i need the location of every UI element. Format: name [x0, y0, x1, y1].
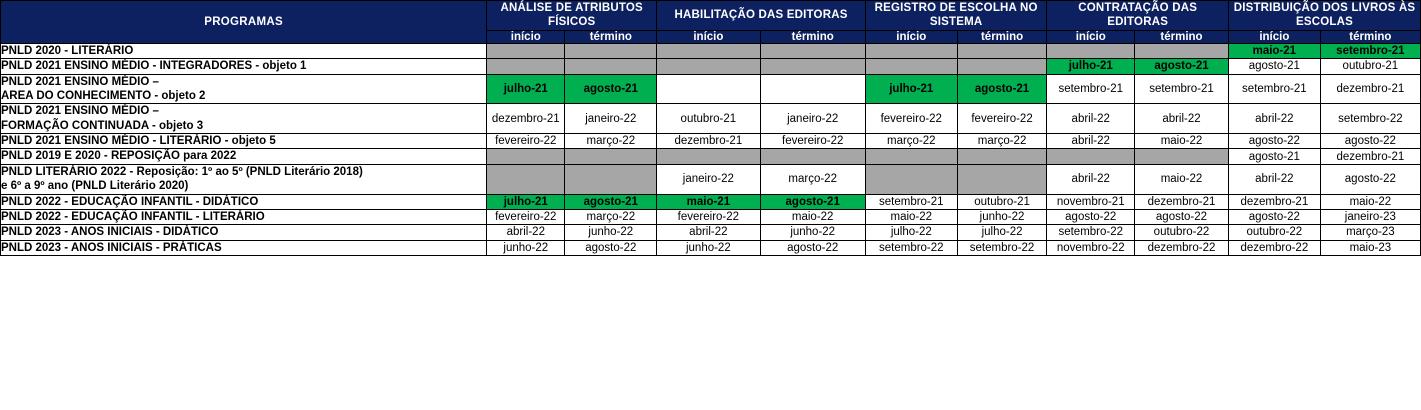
cell-date: outubro-21	[957, 194, 1047, 209]
cell-date: setembro-21	[1228, 74, 1320, 104]
cell-date	[565, 149, 657, 164]
table-row	[1, 74, 1421, 104]
cell-date: fevereiro-22	[957, 104, 1047, 134]
cell-date: agosto-21	[1228, 59, 1320, 74]
cell-date: maio-22	[760, 209, 865, 224]
cell-date	[657, 149, 760, 164]
cell-date: maio-22	[1135, 134, 1229, 149]
row-program-label: PNLD 2022 - EDUCAÇÃO INFANTIL - LITERÁRIO	[1, 209, 487, 224]
cell-date: fevereiro-22	[657, 209, 760, 224]
cell-date: outubro-22	[1135, 225, 1229, 240]
subheader-inicio-3: início	[865, 30, 957, 43]
cell-date: setembro-22	[957, 240, 1047, 255]
table-row	[1, 164, 1421, 194]
cell-date: dezembro-21	[1228, 194, 1320, 209]
cell-date: junho-22	[957, 209, 1047, 224]
cell-date: março-22	[760, 164, 865, 194]
cell-date: maio-21	[657, 194, 760, 209]
table-row	[1, 225, 1421, 240]
row-program-label: PNLD LITERÁRIO 2022 - Reposição: 1º ao 5º (PNLD Literário 2018) e 6º a 9º ano (PNLD Literário 2020)	[1, 164, 487, 194]
cell-date: agosto-22	[1320, 134, 1420, 149]
subheader-termino-3: término	[957, 30, 1047, 43]
cell-date	[487, 43, 565, 58]
cell-date: maio-22	[865, 209, 957, 224]
cell-date: outubro-22	[1228, 225, 1320, 240]
cell-date: abril-22	[1135, 104, 1229, 134]
cell-date: dezembro-21	[1320, 149, 1420, 164]
cell-date: fevereiro-22	[487, 209, 565, 224]
cell-date	[565, 43, 657, 58]
cell-date: agosto-21	[760, 194, 865, 209]
row-program-label: PNLD 2020 - LITERÁRIO	[1, 43, 487, 58]
table-row	[1, 194, 1421, 209]
cell-date: agosto-21	[1135, 59, 1229, 74]
cell-date	[487, 59, 565, 74]
cell-date: janeiro-22	[657, 164, 760, 194]
cell-date: março-23	[1320, 225, 1420, 240]
cell-date: julho-21	[487, 194, 565, 209]
table-row	[1, 134, 1421, 149]
cell-date: maio-23	[1320, 240, 1420, 255]
cell-date: agosto-21	[565, 194, 657, 209]
subheader-inicio-4: início	[1047, 30, 1135, 43]
cell-date: julho-21	[865, 74, 957, 104]
cell-date: maio-22	[1135, 164, 1229, 194]
cell-date: março-22	[565, 209, 657, 224]
row-program-label: PNLD 2021 ENSINO MÉDIO – AREA DO CONHECIMENTO - objeto 2	[1, 74, 487, 104]
subheader-termino-2: término	[760, 30, 865, 43]
row-program-label: PNLD 2021 ENSINO MÉDIO - INTEGRADORES - objeto 1	[1, 59, 487, 74]
header-group-analise-atributos-fisicos: ANÁLISE DE ATRIBUTOS FÍSICOS	[487, 1, 657, 31]
cell-date: setembro-22	[1320, 104, 1420, 134]
cell-date: setembro-21	[865, 194, 957, 209]
cell-date: agosto-22	[565, 240, 657, 255]
cell-date	[760, 149, 865, 164]
cell-date: março-22	[565, 134, 657, 149]
subheader-inicio-2: início	[657, 30, 760, 43]
header-group-contratacao-editoras: CONTRATAÇÃO DAS EDITORAS	[1047, 1, 1229, 31]
cell-date: dezembro-22	[1228, 240, 1320, 255]
header-row-groups	[1, 1, 1421, 31]
row-program-label: PNLD 2023 - ANOS INICIAIS - PRÁTICAS	[1, 240, 487, 255]
table-row	[1, 43, 1421, 58]
cell-date: abril-22	[657, 225, 760, 240]
table-row	[1, 240, 1421, 255]
row-program-label: PNLD 2023 - ANOS INICIAIS - DIDÁTICO	[1, 225, 487, 240]
cell-date: maio-22	[1320, 194, 1420, 209]
header-group-distribuicao-livros-escolas: DISTRIBUIÇÃO DOS LIVROS ÀS ESCOLAS	[1228, 1, 1420, 31]
cell-date: agosto-21	[957, 74, 1047, 104]
cell-date: março-22	[957, 134, 1047, 149]
row-program-label: PNLD 2019 E 2020 - REPOSIÇÃO para 2022	[1, 149, 487, 164]
cell-date	[957, 164, 1047, 194]
cell-date: fevereiro-22	[865, 104, 957, 134]
cell-date: dezembro-21	[487, 104, 565, 134]
cell-date: abril-22	[1047, 134, 1135, 149]
cell-date: dezembro-21	[657, 134, 760, 149]
cell-date: fevereiro-22	[760, 134, 865, 149]
cell-date: abril-22	[1047, 164, 1135, 194]
cell-date: maio-21	[1228, 43, 1320, 58]
cell-date: fevereiro-22	[487, 134, 565, 149]
table-row	[1, 209, 1421, 224]
header-programas: PROGRAMAS	[1, 1, 487, 44]
cell-date	[760, 59, 865, 74]
table-body	[1, 43, 1421, 255]
cell-date: agosto-22	[1047, 209, 1135, 224]
cell-date	[565, 59, 657, 74]
header-group-registro-escolha-sistema: REGISTRO DE ESCOLHA NO SISTEMA	[865, 1, 1047, 31]
cell-date: dezembro-21	[1320, 74, 1420, 104]
cell-date: setembro-21	[1135, 74, 1229, 104]
table-row	[1, 104, 1421, 134]
subheader-termino-5: término	[1320, 30, 1420, 43]
cell-date: outubro-21	[657, 104, 760, 134]
cell-date: agosto-22	[1320, 164, 1420, 194]
cell-date: agosto-22	[1228, 209, 1320, 224]
cell-date	[760, 74, 865, 104]
cell-date: agosto-22	[1135, 209, 1229, 224]
cell-date	[865, 43, 957, 58]
cell-date	[1047, 149, 1135, 164]
cell-date: abril-22	[1228, 164, 1320, 194]
cell-date: junho-22	[760, 225, 865, 240]
cell-date: julho-21	[1047, 59, 1135, 74]
cell-date: janeiro-22	[760, 104, 865, 134]
cell-date: abril-22	[1228, 104, 1320, 134]
cell-date: abril-22	[1047, 104, 1135, 134]
row-program-label: PNLD 2021 ENSINO MÉDIO - LITERÁRIO - objeto 5	[1, 134, 487, 149]
cell-date	[957, 149, 1047, 164]
cell-date: setembro-21	[1047, 74, 1135, 104]
cell-date	[657, 74, 760, 104]
cell-date	[565, 164, 657, 194]
cell-date: junho-22	[487, 240, 565, 255]
table-row	[1, 59, 1421, 74]
cell-date: agosto-21	[565, 74, 657, 104]
row-program-label: PNLD 2022 - EDUCAÇÃO INFANTIL - DIDÁTICO	[1, 194, 487, 209]
subheader-inicio-1: início	[487, 30, 565, 43]
cell-date: novembro-21	[1047, 194, 1135, 209]
subheader-inicio-5: início	[1228, 30, 1320, 43]
cell-date: agosto-22	[1228, 134, 1320, 149]
cell-date	[1135, 43, 1229, 58]
cell-date	[657, 59, 760, 74]
cell-date: agosto-21	[1228, 149, 1320, 164]
cell-date: julho-21	[487, 74, 565, 104]
cell-date	[487, 164, 565, 194]
cell-date	[1135, 149, 1229, 164]
cell-date: janeiro-23	[1320, 209, 1420, 224]
cell-date: junho-22	[657, 240, 760, 255]
cell-date: abril-22	[487, 225, 565, 240]
subheader-termino-1: término	[565, 30, 657, 43]
cell-date	[865, 149, 957, 164]
row-program-label: PNLD 2021 ENSINO MÉDIO – FORMAÇÃO CONTINUADA - objeto 3	[1, 104, 487, 134]
cell-date: junho-22	[565, 225, 657, 240]
cell-date: agosto-22	[760, 240, 865, 255]
table-row	[1, 149, 1421, 164]
cell-date: julho-22	[865, 225, 957, 240]
cell-date	[657, 43, 760, 58]
cell-date	[487, 149, 565, 164]
cell-date	[865, 59, 957, 74]
cell-date	[957, 59, 1047, 74]
subheader-termino-4: término	[1135, 30, 1229, 43]
cell-date	[1047, 43, 1135, 58]
cell-date: setembro-22	[865, 240, 957, 255]
cell-date	[957, 43, 1047, 58]
cell-date: dezembro-22	[1135, 240, 1229, 255]
cell-date	[760, 43, 865, 58]
cell-date: setembro-21	[1320, 43, 1420, 58]
cell-date: novembro-22	[1047, 240, 1135, 255]
cell-date: setembro-22	[1047, 225, 1135, 240]
cell-date: janeiro-22	[565, 104, 657, 134]
cell-date: julho-22	[957, 225, 1047, 240]
header-group-habilitacao-editoras: HABILITAÇÃO DAS EDITORAS	[657, 1, 866, 31]
cell-date: março-22	[865, 134, 957, 149]
cell-date	[865, 164, 957, 194]
cell-date: outubro-21	[1320, 59, 1420, 74]
table-header	[1, 1, 1421, 44]
cell-date: dezembro-21	[1135, 194, 1229, 209]
